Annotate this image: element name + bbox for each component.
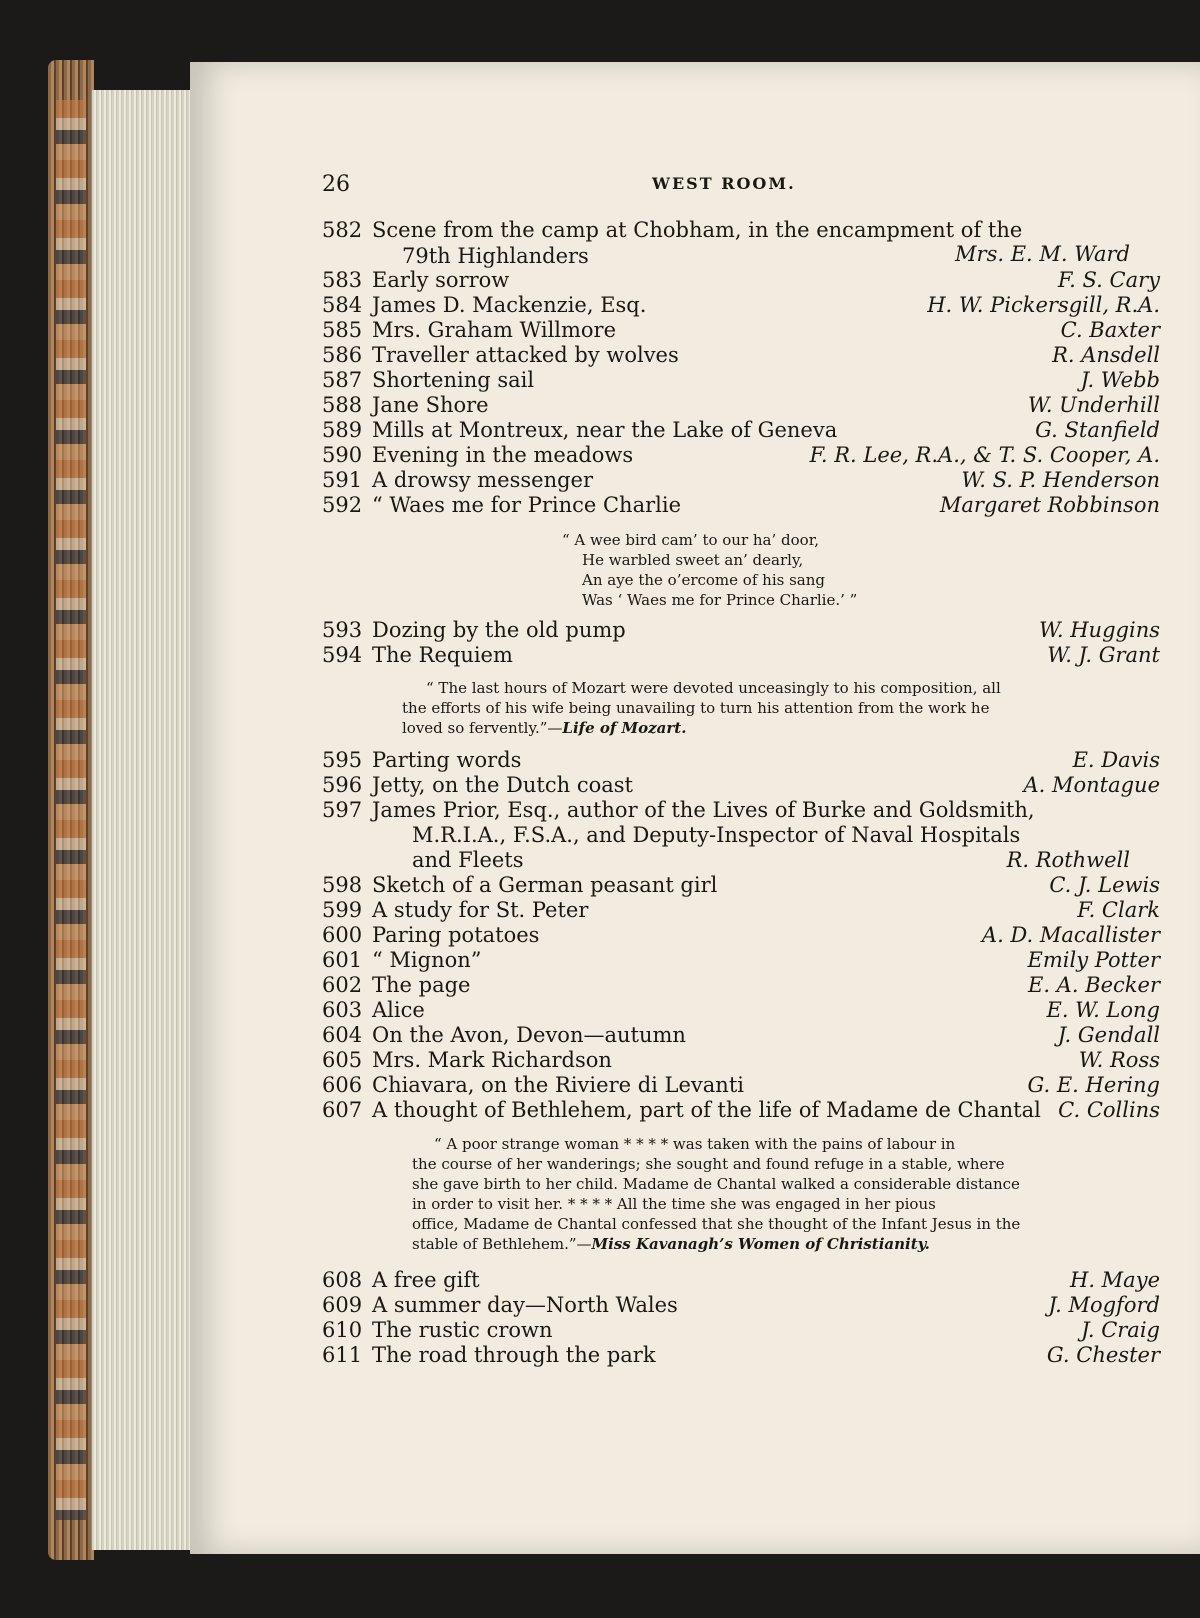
quote-594	[402, 678, 1001, 738]
entry-title: James D. Mackenzie, Esq.	[372, 293, 647, 317]
entry-title: The Requiem	[372, 643, 513, 667]
quote-line: “ A poor strange woman * * * * was taken with the pains of labour in	[434, 1135, 956, 1153]
entry-587	[322, 368, 1160, 394]
entry-title: The road through the park	[372, 1343, 656, 1367]
entry-title: Parting words	[372, 748, 522, 772]
entry-number: 599	[322, 898, 363, 922]
entry-title: Traveller attacked by wolves	[372, 343, 679, 367]
entry-artist: W. Underhill	[1027, 393, 1160, 417]
entry-artist: G. Stanfield	[1035, 418, 1160, 442]
entry-number: 586	[322, 343, 363, 367]
entry-number: 590	[322, 443, 363, 467]
entry-number: 606	[322, 1073, 363, 1097]
entry-611	[322, 1343, 1160, 1369]
entry-artist: W. J. Grant	[1047, 643, 1160, 667]
entry-number: 598	[322, 873, 363, 897]
quote-line: the course of her wanderings; she sought and found refuge in a stable, where	[412, 1155, 1005, 1173]
entry-title: Jetty, on the Dutch coast	[372, 773, 633, 797]
entry-602	[322, 973, 1160, 999]
entry-number: 608	[322, 1268, 363, 1292]
entry-603	[322, 998, 1160, 1024]
entry-title: A thought of Bethlehem, part of the life of Madame de Chantal	[372, 1098, 1041, 1122]
entry-title-continued: and Fleets	[412, 848, 524, 872]
entry-title: Paring potatoes	[372, 923, 540, 947]
entry-title: “ Waes me for Prince Charlie	[372, 493, 682, 517]
entry-592	[322, 493, 1160, 519]
quote-line	[412, 1234, 1020, 1254]
entry-number: 594	[322, 643, 363, 667]
entry-number: 593	[322, 618, 363, 642]
entry-number: 596	[322, 773, 363, 797]
entry-title: Scene from the camp at Chobham, in the encampment of the	[372, 218, 1023, 242]
entry-610	[322, 1318, 1160, 1344]
entry-number: 607	[322, 1098, 363, 1122]
entry-artist: E. Davis	[1072, 748, 1160, 772]
quote-line: Was ‘ Waes me for Prince Charlie.’ ”	[582, 591, 858, 609]
entry-artist: Margaret Robbinson	[939, 493, 1160, 517]
quote-line: An aye the o’ercome of his sang	[582, 571, 825, 589]
entry-589	[322, 418, 1160, 444]
entry-artist: F. Clark	[1077, 898, 1160, 922]
entry-number: 600	[322, 923, 363, 947]
quote-text: loved so fervently.”—	[402, 719, 563, 737]
entry-title: Shortening sail	[372, 368, 535, 392]
entry-606	[322, 1073, 1160, 1099]
quote-line: office, Madame de Chantal confessed that she thought of the Infant Jesus in the	[412, 1215, 1021, 1233]
entry-title: On the Avon, Devon—autumn	[372, 1023, 686, 1047]
quote-592	[562, 530, 857, 610]
entry-number: 582	[322, 218, 363, 242]
entry-number: 589	[322, 418, 363, 442]
quote-line: “ The last hours of Mozart were devoted unceasingly to his composition, all	[426, 679, 1001, 697]
entry-artist: H. W. Pickersgill, R.A.	[927, 293, 1160, 317]
entry-title: Mills at Montreux, near the Lake of Geneva	[372, 418, 838, 442]
quote-source: Life of Mozart.	[562, 719, 687, 737]
entry-number: 592	[322, 493, 363, 517]
entry-number: 609	[322, 1293, 363, 1317]
entry-title: Chiavara, on the Riviere di Levanti	[372, 1073, 744, 1097]
entry-number: 597	[322, 798, 363, 822]
entry-number: 584	[322, 293, 363, 317]
quote-line: in order to visit her. * * * * All the time she was engaged in her pious	[412, 1195, 936, 1213]
entry-title: Alice	[372, 998, 425, 1022]
entry-title: Evening in the meadows	[372, 443, 634, 467]
entry-artist: R. Rothwell	[1006, 848, 1130, 872]
entry-title: A study for St. Peter	[372, 898, 589, 922]
entry-artist: J. Craig	[1081, 1318, 1160, 1342]
entry-artist: C. J. Lewis	[1049, 873, 1160, 897]
entry-607	[322, 1098, 1160, 1124]
entry-584	[322, 293, 1160, 319]
entry-title: A drowsy messenger	[372, 468, 594, 492]
entry-number: 587	[322, 368, 363, 392]
entry-583	[322, 268, 1160, 294]
entry-608	[322, 1268, 1160, 1294]
entry-title: Mrs. Mark Richardson	[372, 1048, 612, 1072]
entry-605	[322, 1048, 1160, 1074]
entry-598	[322, 873, 1160, 899]
entry-artist: J. Webb	[1080, 368, 1160, 392]
entry-artist: F. R. Lee, R.A., & T. S. Cooper, A.	[809, 443, 1160, 467]
entry-609	[322, 1293, 1160, 1319]
page-number: 26	[322, 172, 350, 197]
entry-artist: A. Montague	[1023, 773, 1160, 797]
entry-601	[322, 948, 1160, 974]
entry-586	[322, 343, 1160, 369]
entry-582	[322, 218, 1160, 244]
quote-line: the efforts of his wife being unavailing to turn his attention from the work he	[402, 699, 990, 717]
entry-number: 605	[322, 1048, 363, 1072]
catalogue-page	[190, 62, 1200, 1554]
quote-text: stable of Bethlehem.”—	[412, 1235, 592, 1253]
entry-artist: C. Baxter	[1060, 318, 1160, 342]
entry-title: Early sorrow	[372, 268, 510, 292]
entry-title: A free gift	[372, 1268, 480, 1292]
entry-title: Jane Shore	[372, 393, 489, 417]
entry-artist: E. W. Long	[1046, 998, 1160, 1022]
entry-number: 585	[322, 318, 363, 342]
entry-title-continued: 79th Highlanders	[402, 244, 589, 268]
entry-artist: G. E. Hering	[1027, 1073, 1160, 1097]
entry-artist: Emily Potter	[1027, 948, 1160, 972]
quote-607	[412, 1134, 1020, 1254]
entry-title: Sketch of a German peasant girl	[372, 873, 718, 897]
entry-590	[322, 443, 1160, 469]
entry-title: James Prior, Esq., author of the Lives of Burke and Goldsmith,	[372, 798, 1035, 822]
book-fore-edge	[48, 60, 94, 1560]
entry-title: A summer day—North Wales	[372, 1293, 678, 1317]
entry-title-continued: M.R.I.A., F.S.A., and Deputy-Inspector of Naval Hospitals	[412, 823, 1021, 847]
entry-number: 602	[322, 973, 363, 997]
quote-line: she gave birth to her child. Madame de Chantal walked a considerable distance	[412, 1175, 1020, 1193]
entry-number: 604	[322, 1023, 363, 1047]
entry-artist: E. A. Becker	[1027, 973, 1160, 997]
entry-artist: A. D. Macallister	[981, 923, 1160, 947]
entry-593	[322, 618, 1160, 644]
entry-title: “ Mignon”	[372, 948, 482, 972]
entry-artist: W. Huggins	[1038, 618, 1160, 642]
entry-artist: W. Ross	[1078, 1048, 1160, 1072]
entry-artist: H. Maye	[1070, 1268, 1160, 1292]
entry-artist: R. Ansdell	[1052, 343, 1160, 367]
quote-line: He warbled sweet an’ dearly,	[582, 551, 804, 569]
entry-595	[322, 748, 1160, 774]
entry-title: The page	[372, 973, 471, 997]
quote-line: “ A wee bird cam’ to our ha’ door,	[562, 531, 819, 549]
entry-number: 601	[322, 948, 363, 972]
entry-artist: W. S. P. Henderson	[961, 468, 1160, 492]
quote-line	[402, 718, 1001, 738]
entry-title: The rustic crown	[372, 1318, 553, 1342]
entry-artist: J. Gendall	[1057, 1023, 1160, 1047]
entry-number: 611	[322, 1343, 363, 1367]
entry-artist: Mrs. E. M. Ward	[955, 242, 1130, 266]
entry-number: 595	[322, 748, 363, 772]
running-head: WEST ROOM.	[652, 174, 796, 193]
entry-600	[322, 923, 1160, 949]
entry-number: 583	[322, 268, 363, 292]
page-stack	[92, 90, 192, 1550]
quote-source: Miss Kavanagh’s Women of Christianity.	[591, 1235, 930, 1253]
entry-number: 603	[322, 998, 363, 1022]
entry-number: 591	[322, 468, 363, 492]
entry-588	[322, 393, 1160, 419]
entry-title: Dozing by the old pump	[372, 618, 626, 642]
entry-number: 588	[322, 393, 363, 417]
entry-title: Mrs. Graham Willmore	[372, 318, 617, 342]
entry-artist: J. Mogford	[1048, 1293, 1160, 1317]
entry-594	[322, 643, 1160, 669]
entry-number: 610	[322, 1318, 363, 1342]
entry-599	[322, 898, 1160, 924]
entry-585	[322, 318, 1160, 344]
entry-artist: F. S. Cary	[1057, 268, 1160, 292]
entry-604	[322, 1023, 1160, 1049]
entry-591	[322, 468, 1160, 494]
entry-596	[322, 773, 1160, 799]
entry-artist: G. Chester	[1046, 1343, 1160, 1367]
entry-artist: C. Collins	[1058, 1098, 1160, 1122]
entry-597	[322, 798, 1160, 824]
